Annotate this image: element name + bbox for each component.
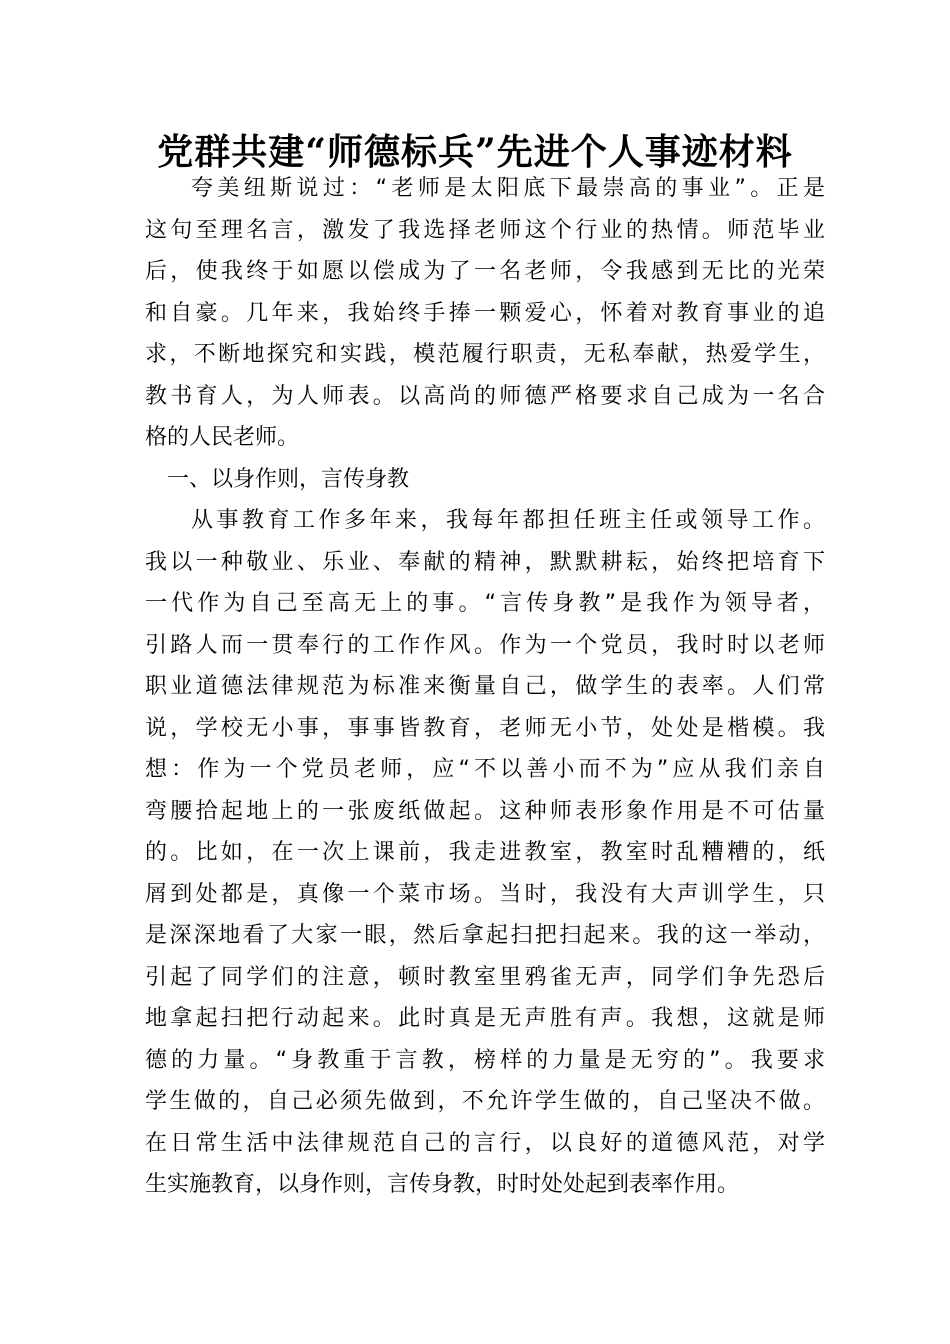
paragraph-line: 引起了同学们的注意，顿时教室里鸦雀无声，同学们争先恐后 xyxy=(145,964,825,990)
paragraph-line: 夸美纽斯说过：“老师是太阳底下最崇高的事业”。正是 xyxy=(191,176,825,201)
paragraph-line: 引路人而一贯奉行的工作作风。作为一个党员，我时时以老师 xyxy=(145,632,825,658)
paragraph-line: 屑到处都是，真像一个菜市场。当时，我没有大声训学生，只 xyxy=(145,881,825,907)
paragraph-line: 这句至理名言，激发了我选择老师这个行业的热情。师范毕业 xyxy=(145,217,825,243)
paragraph-line: 教书育人，为人师表。以高尚的师德严格要求自己成为一名合 xyxy=(145,383,825,409)
paragraph-line: 弯腰拾起地上的一张废纸做起。这种师表形象作用是不可估量 xyxy=(145,798,825,824)
paragraph-line: 生实施教育，以身作则，言传身教，时时处处起到表率作用。 xyxy=(145,1172,740,1197)
document-body xyxy=(145,168,825,1206)
paragraph-line: 求，不断地探究和实践，模范履行职责，无私奉献，热爱学生， xyxy=(145,342,825,367)
paragraph-line: 学生做的，自己必须先做到，不允许学生做的，自己坚决不做。 xyxy=(145,1089,825,1114)
paragraph-line: 地拿起扫把行动起来。此时真是无声胜有声。我想，这就是师 xyxy=(145,1006,825,1031)
section-heading: 一、以身作则，言传身教 xyxy=(167,466,410,492)
paragraph-line: 一代作为自己至高无上的事。“言传身教”是我作为领导者， xyxy=(145,591,825,616)
paragraph-line: 从事教育工作多年来，我每年都担任班主任或领导工作。 xyxy=(191,508,825,533)
paragraph-line: 格的人民老师。 xyxy=(145,425,300,450)
paragraph-line: 是深深地看了大家一眼，然后拿起扫把扫起来。我的这一举动， xyxy=(145,923,825,948)
paragraph-line: 和自豪。几年来，我始终手捧一颗爱心，怀着对教育事业的追 xyxy=(145,300,825,326)
paragraph-line: 后，使我终于如愿以偿成为了一名老师，令我感到无比的光荣 xyxy=(145,259,825,284)
paragraph-line: 想：作为一个党员老师，应“不以善小而不为”应从我们亲自 xyxy=(145,757,825,782)
paragraph-line: 德的力量。“身教重于言教，榜样的力量是无穷的”。我要求 xyxy=(145,1047,825,1073)
paragraph-line: 职业道德法律规范为标准来衡量自己，做学生的表率。人们常 xyxy=(145,674,825,699)
paragraph-line: 说，学校无小事，事事皆教育，老师无小节，处处是楷模。我 xyxy=(145,715,825,741)
paragraph-line: 在日常生活中法律规范自己的言行，以良好的道德风范，对学 xyxy=(145,1130,825,1156)
document-title: 党群共建“师德标兵”先进个人事迹材料 xyxy=(157,131,793,173)
paragraph-line: 的。比如，在一次上课前，我走进教室，教室时乱糟糟的，纸 xyxy=(145,840,825,865)
paragraph-line: 我以一种敬业、乐业、奉献的精神，默默耕耘，始终把培育下 xyxy=(145,549,825,575)
